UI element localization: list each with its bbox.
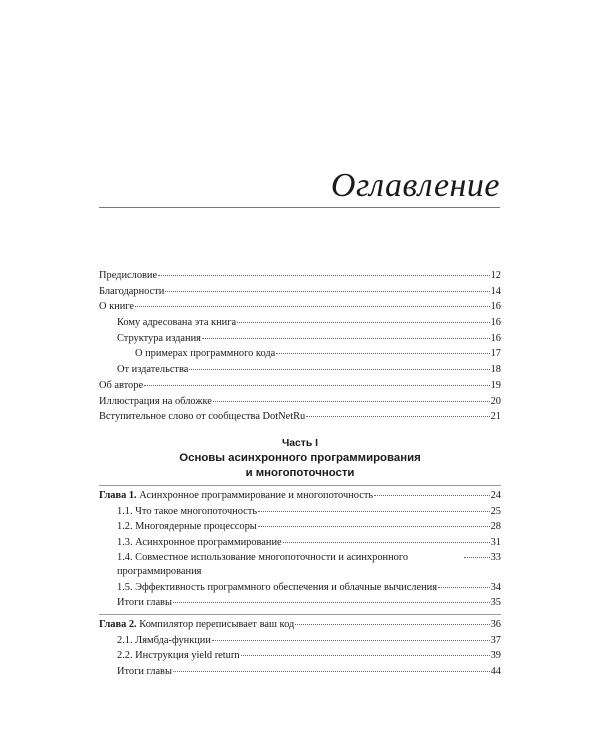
dot-leader [173, 671, 490, 672]
dot-leader [295, 624, 489, 625]
dot-leader [213, 401, 490, 402]
chapter-entry-label [99, 617, 294, 633]
chapter-divider [99, 485, 501, 486]
toc-entry-page: 28 [490, 521, 501, 533]
toc-entry[interactable] [99, 551, 501, 580]
page-title: Оглавление [330, 167, 500, 204]
toc-entry-label: Кому адресована эта книга [117, 317, 237, 329]
toc-entry-page: 16 [490, 332, 501, 344]
toc-entry-page: 35 [490, 597, 501, 609]
toc-entry-page: 34 [490, 581, 501, 593]
dot-leader [283, 542, 490, 543]
toc-entry-page: 14 [490, 285, 501, 297]
dot-leader [464, 557, 490, 558]
toc-entry-page: 31 [490, 537, 501, 549]
toc-entry-page: 33 [490, 551, 501, 563]
toc-entry[interactable] [99, 299, 501, 315]
toc-entry-label: Итоги главы [117, 597, 172, 609]
toc-entry-page: 16 [490, 301, 501, 313]
chapter-entry[interactable] [99, 617, 501, 633]
toc-entry-label: 1.1. Что такое многопоточность [117, 505, 258, 517]
dot-leader [189, 369, 489, 370]
dot-leader [144, 385, 490, 386]
toc-entry[interactable] [99, 580, 501, 596]
toc-entry[interactable] [99, 315, 501, 331]
toc-entry-page: 19 [490, 379, 501, 391]
dot-leader [173, 602, 490, 603]
toc-entry-page: 39 [490, 650, 501, 662]
front-matter-list [99, 268, 501, 425]
title-divider [99, 207, 500, 208]
toc-entry[interactable] [99, 394, 501, 410]
toc-entry[interactable] [99, 535, 501, 551]
chapter-title: Компилятор переписывает ваш код [139, 619, 295, 630]
dot-leader [212, 640, 490, 641]
toc-entry-label: Предисловие [99, 270, 158, 281]
toc-entry-label: От издательства [117, 364, 189, 376]
dot-leader [165, 291, 489, 292]
dot-leader [202, 338, 490, 339]
toc-entry-page: 20 [490, 395, 501, 407]
toc-entry-label: 1.2. Многоядерные процессоры [117, 521, 257, 533]
toc-entry-page: 36 [490, 619, 501, 630]
dot-leader [237, 322, 490, 323]
chapter-prefix: Глава 1. [99, 490, 137, 501]
toc-entry-label: 1.3. Асинхронное программирование [117, 537, 282, 549]
toc-entry[interactable] [99, 284, 501, 300]
dot-leader [258, 526, 490, 527]
part-heading [99, 437, 501, 481]
dot-leader [438, 587, 490, 588]
toc-entry-page: 44 [490, 666, 501, 678]
toc-entry-label: Иллюстрация на обложке [99, 395, 212, 407]
toc-entry-label: О книге [99, 301, 135, 313]
toc-entry-page: 12 [490, 270, 501, 281]
toc-entry[interactable] [99, 378, 501, 394]
chapter-entry-label [99, 488, 373, 504]
chapter-title: Асинхронное программирование и многопоточность [139, 490, 374, 501]
toc-entry-label: Об авторе [99, 379, 144, 391]
toc-entry[interactable] [99, 362, 501, 378]
toc-entry[interactable] [99, 504, 501, 520]
toc-entry-label: Благодарности [99, 285, 165, 297]
toc-entry-label: Структура издания [117, 332, 201, 344]
dot-leader [135, 306, 490, 307]
toc-entry-label: 1.4. Совместное использование многопоточности и асинхронного программирования [117, 551, 409, 577]
chapter-1-list [99, 488, 501, 611]
toc-entry-label: 1.5. Эффективность программного обеспечения и облачные вычисления [117, 581, 438, 593]
toc-entry-label: Вступительное слово от сообщества DotNetRu [99, 411, 306, 423]
toc-entry-page: 37 [490, 634, 501, 646]
toc-entry[interactable] [99, 664, 501, 680]
dot-leader [276, 353, 489, 354]
part-number: Часть I [281, 438, 319, 449]
toc-entry-label: 2.1. Лямбда-функции [117, 634, 211, 646]
chapter-divider [99, 614, 501, 615]
toc-entry-page: 17 [490, 348, 501, 360]
toc-entry-label: 2.2. Инструкция yield return [117, 650, 240, 662]
dot-leader [241, 655, 490, 656]
toc-entry[interactable] [99, 331, 501, 347]
toc-entry-page: 16 [490, 317, 501, 329]
dot-leader [158, 275, 490, 276]
toc-entry-page: 21 [490, 411, 501, 423]
toc-entry[interactable] [99, 595, 501, 611]
dot-leader [374, 495, 490, 496]
toc-entry[interactable] [99, 409, 501, 425]
chapter-prefix: Глава 2. [99, 619, 137, 630]
toc-entry-label: О примерах программного кода [135, 348, 276, 360]
toc-entry[interactable] [99, 633, 501, 649]
toc-entry[interactable] [99, 648, 501, 664]
dot-leader [306, 416, 489, 417]
chapter-2-list [99, 617, 501, 680]
toc-entry-label: Итоги главы [117, 666, 172, 678]
toc-entry[interactable] [99, 346, 501, 362]
toc-entry-page: 18 [490, 364, 501, 376]
part-title: Основы асинхронного программирования и многопоточности [179, 452, 421, 479]
toc-entry-page: 24 [490, 490, 501, 501]
toc-entry[interactable] [99, 519, 501, 535]
toc-entry-page: 25 [490, 505, 501, 517]
toc-entry[interactable] [99, 268, 501, 284]
dot-leader [258, 511, 490, 512]
chapter-entry[interactable] [99, 488, 501, 504]
